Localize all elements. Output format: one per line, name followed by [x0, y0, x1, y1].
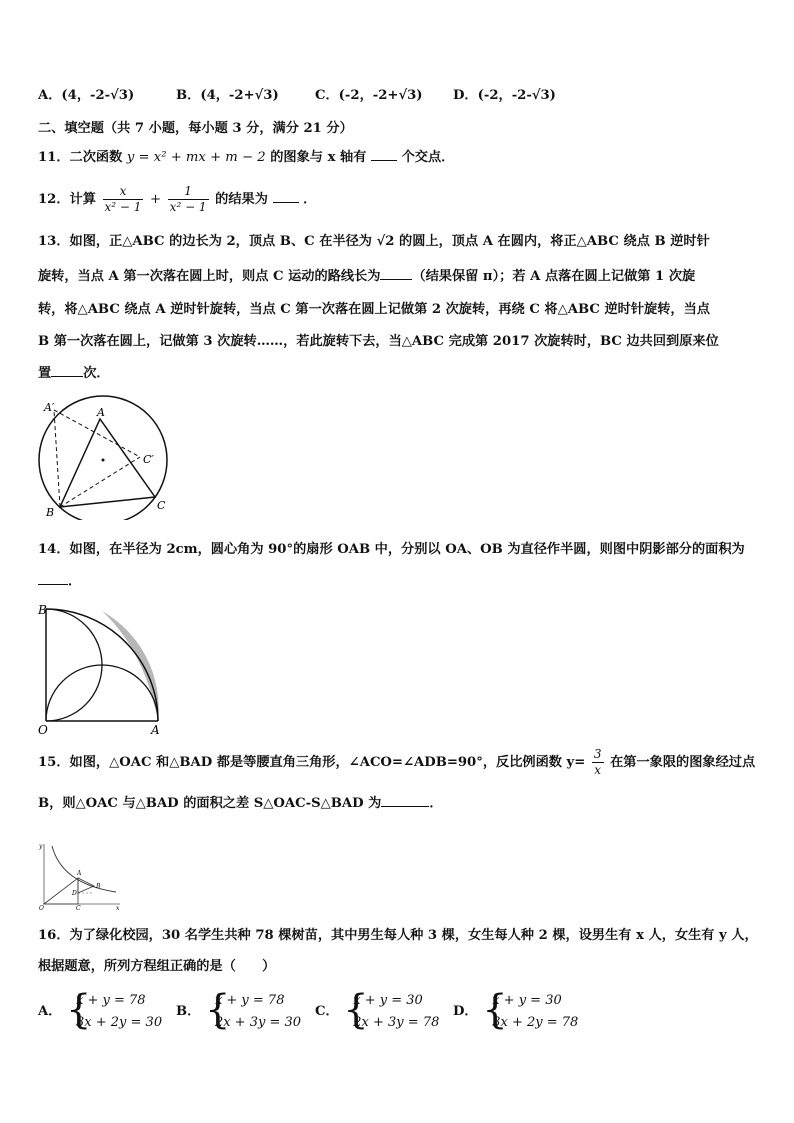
q15-label-o: O [39, 905, 44, 912]
q13-label-c-prime: C′ [143, 453, 154, 466]
q15-fraction [592, 747, 604, 778]
q15-label-d: D [72, 890, 77, 897]
q16-option-d [453, 987, 579, 1034]
q15-label-a: A [77, 870, 82, 877]
q11-formula: y = x² + mx + m − 2 [126, 150, 266, 165]
q12-f2-numerator: 1 [168, 184, 209, 200]
q14-label-b: B [38, 603, 47, 617]
q16-option-c-eq2: 2x + 3y = 78 [353, 1015, 440, 1030]
q15-answer-blank[interactable] [381, 806, 429, 807]
q14-figure [36, 600, 168, 738]
q16-option-a-label: A． [38, 1004, 62, 1019]
q15-label-b: B [96, 883, 101, 890]
q16-option-c-brace: { [343, 987, 369, 1033]
q15-line-1 [38, 746, 755, 780]
q14-line-1: 14．如图，在半径为 2cm，圆心角为 90°的扇形 OAB 中，分别以 OA、OB 为直径作半圆，则图中阴影部分的面积为 [38, 542, 745, 557]
q16-option-d-system [482, 987, 579, 1034]
q15-numerator: 3 [593, 747, 602, 761]
q16-option-c-system [343, 987, 440, 1034]
q12-plus: + [150, 192, 162, 207]
q15-line-2-tail: ． [429, 796, 443, 811]
q13-label-c: C [157, 499, 166, 512]
q15-line-1b: 在第一象限的图象经过点 [610, 755, 756, 770]
q11-answer-blank[interactable] [371, 160, 397, 161]
q16-option-c [315, 987, 440, 1034]
section-title: 二、填空题（共 7 小题，每小题 3 分，满分 21 分） [38, 121, 353, 136]
q12-f1-numerator: x [103, 184, 144, 200]
q13-line-4: B 第一次落在圆上，记做第 3 次旋转……，若此旋转下去，当△ABC 完成第 2017 次旋转时，BC 边共回到原来位 [38, 334, 719, 349]
q11-suffix: 的图象与 x 轴有 [270, 150, 367, 165]
q14-line-2 [38, 572, 81, 592]
q15-label-x: x [116, 905, 120, 912]
q15-line-2 [38, 794, 443, 814]
q13-line-2b: （结果保留 π）；若 A 点落在圆上记做第 1 次旋 [412, 269, 696, 284]
q12-f1-denominator: x² − 1 [104, 200, 142, 214]
q13-line-1: 13．如图，正△ABC 的边长为 2，顶点 B、C 在半径为 √2 的圆上，顶点 A 在圆内，将正△ABC 绕点 B 逆时针 [38, 234, 710, 249]
q14-label-o: O [38, 723, 48, 737]
q12-prefix: 12．计算 [38, 192, 96, 207]
q16-line-2: 根据题意，所列方程组正确的是（ ） [38, 959, 276, 974]
q16-option-b [176, 987, 302, 1034]
question-11 [38, 148, 454, 168]
q11-prefix: 11．二次函数 [38, 150, 123, 165]
q12-answer-blank[interactable] [273, 202, 299, 203]
q16-option-c-eq1: x + y = 30 [353, 993, 423, 1008]
q13-line-2a: 旋转，当点 A 第一次落在圆上时，则点 C 运动的路线长为 [38, 269, 381, 284]
q10-option-b: B．(4，-2+√3) [176, 88, 279, 103]
q13-line-5 [38, 364, 110, 384]
q13-center-dot [102, 459, 105, 462]
q13-dashed-ba-prime [54, 410, 60, 507]
q16-option-b-brace: { [204, 987, 231, 1033]
q16-option-d-brace: { [482, 987, 508, 1033]
q13-label-a-prime: A′ [44, 401, 55, 414]
q16-option-d-label: D． [453, 1004, 478, 1019]
q10-option-a: A．(4，-2-√3) [38, 88, 135, 103]
q16-line-1: 16．为了绿化校园，30 名学生共种 78 棵树苗，其中男生每人种 3 棵，女生每人种 2 棵，设男生有 x 人，女生有 y 人， [38, 928, 758, 943]
q15-denominator: x [594, 763, 602, 777]
q15-line-1a: 15．如图，△OAC 和△BAD 都是等腰直角三角形，∠ACO=∠ADB=90°，反比例函数 y= [38, 755, 586, 770]
q13-label-b: B [46, 506, 55, 519]
q12-fraction-1 [103, 184, 144, 215]
q15-hyperbola [52, 846, 116, 892]
q10-option-d: D．(-2，-2-√3) [453, 88, 556, 103]
q16-option-a-eq1: x + y = 78 [76, 993, 146, 1008]
q14-answer-blank[interactable] [38, 584, 68, 585]
q16-option-d-eq2: 3x + 2y = 78 [492, 1015, 579, 1030]
q16-option-b-label: B． [176, 1004, 201, 1019]
q15-label-c: C [76, 905, 81, 912]
question-12 [38, 183, 316, 217]
q13-answer-blank-2[interactable] [51, 376, 83, 377]
q16-option-b-eq2: 2x + 3y = 30 [214, 1015, 302, 1030]
q15-figure [36, 840, 126, 912]
q13-triangle-abc [60, 419, 155, 507]
q13-label-a: A [97, 406, 105, 419]
q13-line-2 [38, 267, 695, 287]
q15-label-y: y [39, 843, 43, 850]
q13-line-5a: 置 [38, 366, 52, 381]
q16-option-a-brace: { [66, 987, 92, 1033]
q16-option-a [38, 987, 163, 1034]
q12-f2-denominator: x² − 1 [169, 200, 207, 214]
q12-fraction-2 [168, 184, 209, 215]
q12-tail: ． [303, 192, 317, 207]
q13-figure [30, 395, 180, 520]
q12-suffix: 的结果为 [215, 192, 268, 207]
q13-answer-blank-1[interactable] [380, 279, 412, 280]
q16-option-b-eq1: x + y = 78 [214, 993, 285, 1008]
q10-option-c: C．(-2，-2+√3) [315, 88, 423, 103]
q16-option-a-system [66, 987, 163, 1034]
q14-line-2-tail: ． [68, 574, 82, 589]
q14-label-a: A [151, 723, 160, 737]
q16-option-b-system [204, 987, 302, 1034]
q15-line-2-text: B，则△OAC 与△BAD 的面积之差 S△OAC-S△BAD 为 [38, 796, 382, 811]
q16-option-a-eq2: 3x + 2y = 30 [76, 1015, 163, 1030]
q11-tail: 个交点． [401, 150, 455, 165]
q13-line-5b: 次． [83, 366, 110, 381]
q15-triangle-bad [78, 878, 94, 893]
q13-line-3: 转，将△ABC 绕点 A 逆时针旋转，当点 C 第一次落在圆上记做第 2 次旋转，再绕 C 将△ABC 逆时针旋转，当点 [38, 302, 710, 317]
q16-option-c-label: C． [315, 1004, 339, 1019]
q16-option-d-eq1: x + y = 30 [492, 993, 562, 1008]
